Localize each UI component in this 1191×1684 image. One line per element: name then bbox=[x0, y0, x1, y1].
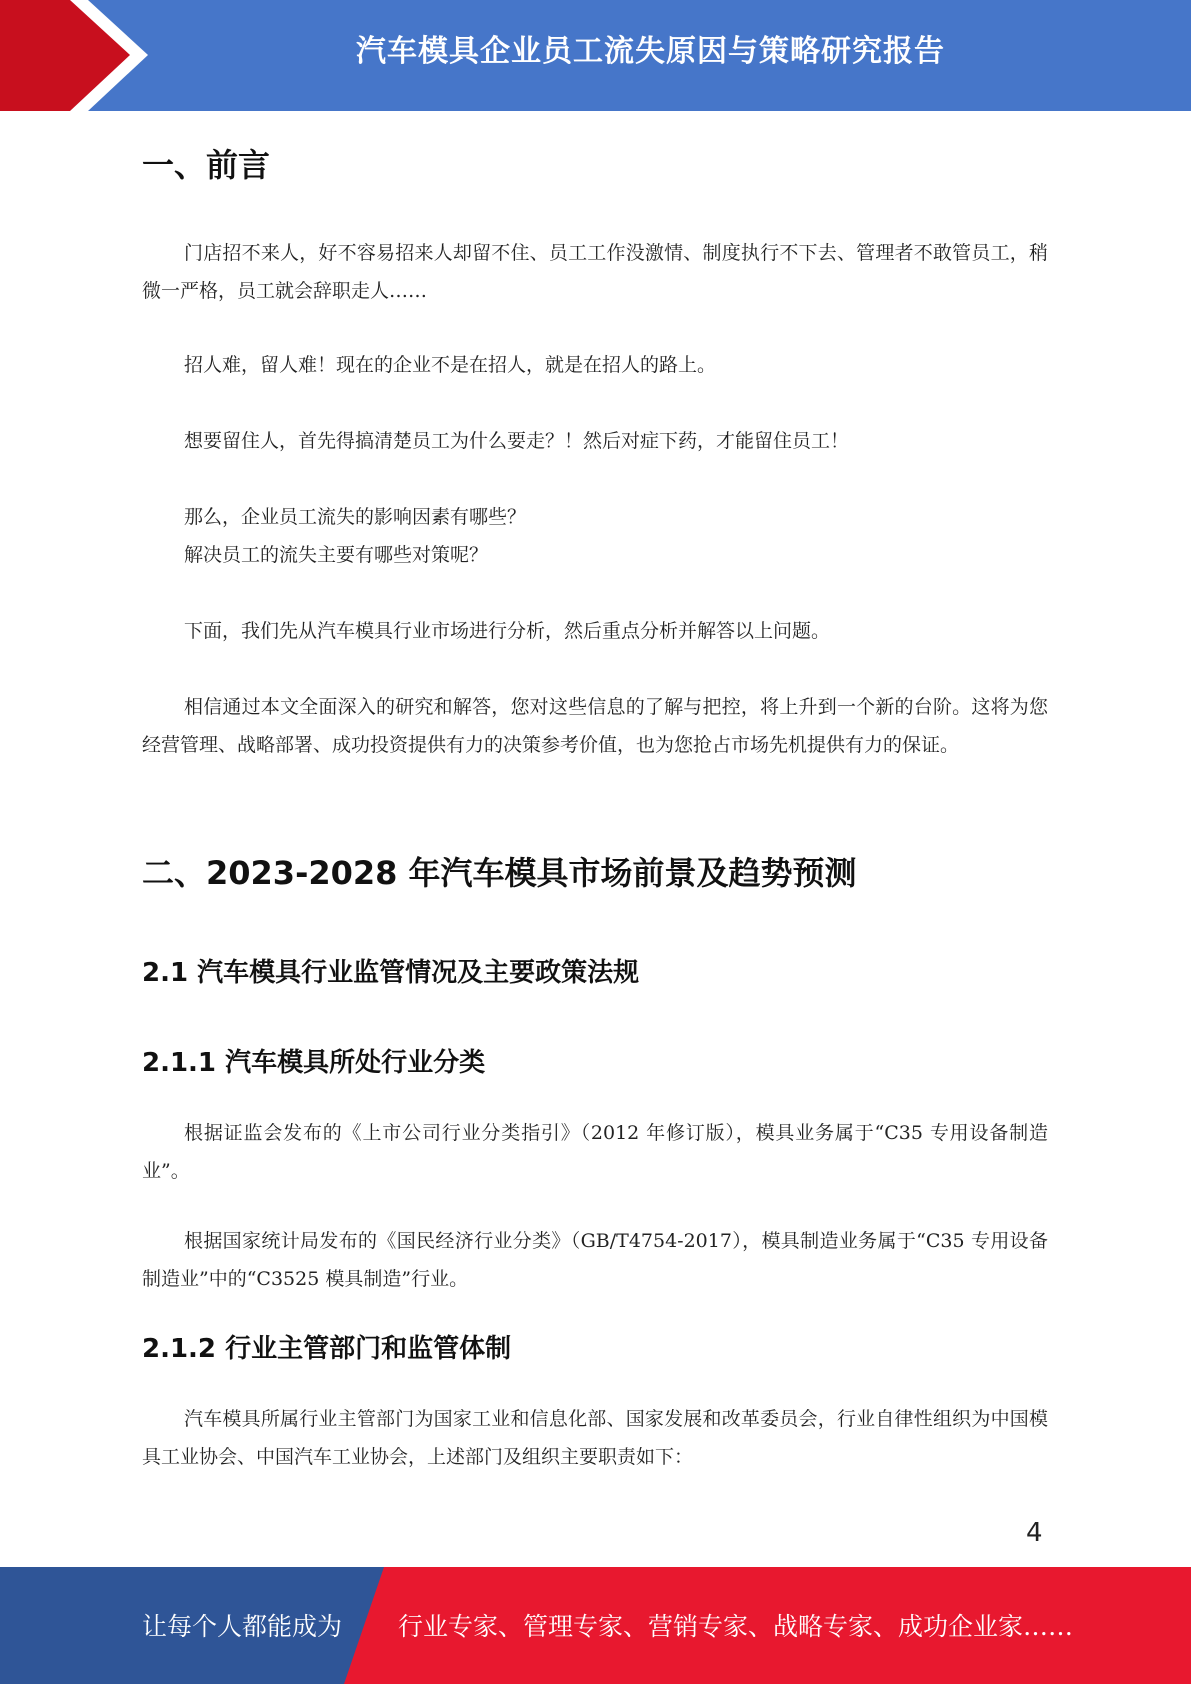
page-number: 4 bbox=[1026, 1518, 1043, 1548]
footer-slogan-left: 让每个人都能成为 bbox=[142, 1612, 343, 1641]
page-header-banner bbox=[0, 0, 1191, 111]
report-title: 汽车模具企业员工流失原因与策略研究报告 bbox=[356, 34, 945, 69]
page-footer-banner bbox=[0, 1567, 1191, 1684]
intro-paragraph: 招人难，留人难！现在的企业不是在招人，就是在招人的路上。 bbox=[184, 354, 717, 376]
regulation-paragraph: 汽车模具所属行业主管部门为国家工业和信息化部、国家发展和改革委员会，行业自律性组织为中国模具工业协会、中国汽车工业协会，上述部门及组织主要职责如下： bbox=[142, 1408, 1048, 1468]
subsection-heading-2-1-2: 2.1.2 行业主管部门和监管体制 bbox=[142, 1334, 512, 1364]
section-heading-intro: 一、前言 bbox=[142, 146, 271, 184]
classification-paragraph: 根据证监会发布的《上市公司行业分类指引》（2012 年修订版），模具业务属于“C35 专用设备制造业”。 bbox=[142, 1122, 1048, 1182]
intro-paragraph: 门店招不来人，好不容易招来人却留不住、员工工作没激情、制度执行不下去、管理者不敢管员工，稍微一严格，员工就会辞职走人…… bbox=[142, 242, 1048, 302]
intro-paragraph: 想要留住人，首先得搞清楚员工为什么要走？！然后对症下药，才能留住员工！ bbox=[184, 430, 850, 452]
classification-paragraph: 根据国家统计局发布的《国民经济行业分类》（GB/T4754-2017），模具制造业务属于“C35 专用设备制造业”中的“C3525 模具制造”行业。 bbox=[142, 1230, 1048, 1290]
section-heading-market: 二、2023-2028 年汽车模具市场前景及趋势预测 bbox=[142, 854, 857, 892]
intro-paragraph: 下面，我们先从汽车模具行业市场进行分析，然后重点分析并解答以上问题。 bbox=[184, 620, 831, 642]
subsection-heading-2-1: 2.1 汽车模具行业监管情况及主要政策法规 bbox=[142, 958, 640, 988]
intro-paragraph: 解决员工的流失主要有哪些对策呢？ bbox=[184, 544, 489, 566]
intro-paragraph: 那么，企业员工流失的影响因素有哪些？ bbox=[184, 506, 527, 528]
subsection-heading-2-1-1: 2.1.1 汽车模具所处行业分类 bbox=[142, 1048, 486, 1078]
intro-paragraph: 相信通过本文全面深入的研究和解答，您对这些信息的了解与把控，将上升到一个新的台阶。这将为您经营管理、战略部署、成功投资提供有力的决策参考价值，也为您抢占市场先机提供有力的保证。 bbox=[142, 696, 1048, 756]
footer-slogan-right: 行业专家、管理专家、营销专家、战略专家、成功企业家…… bbox=[398, 1612, 1074, 1641]
